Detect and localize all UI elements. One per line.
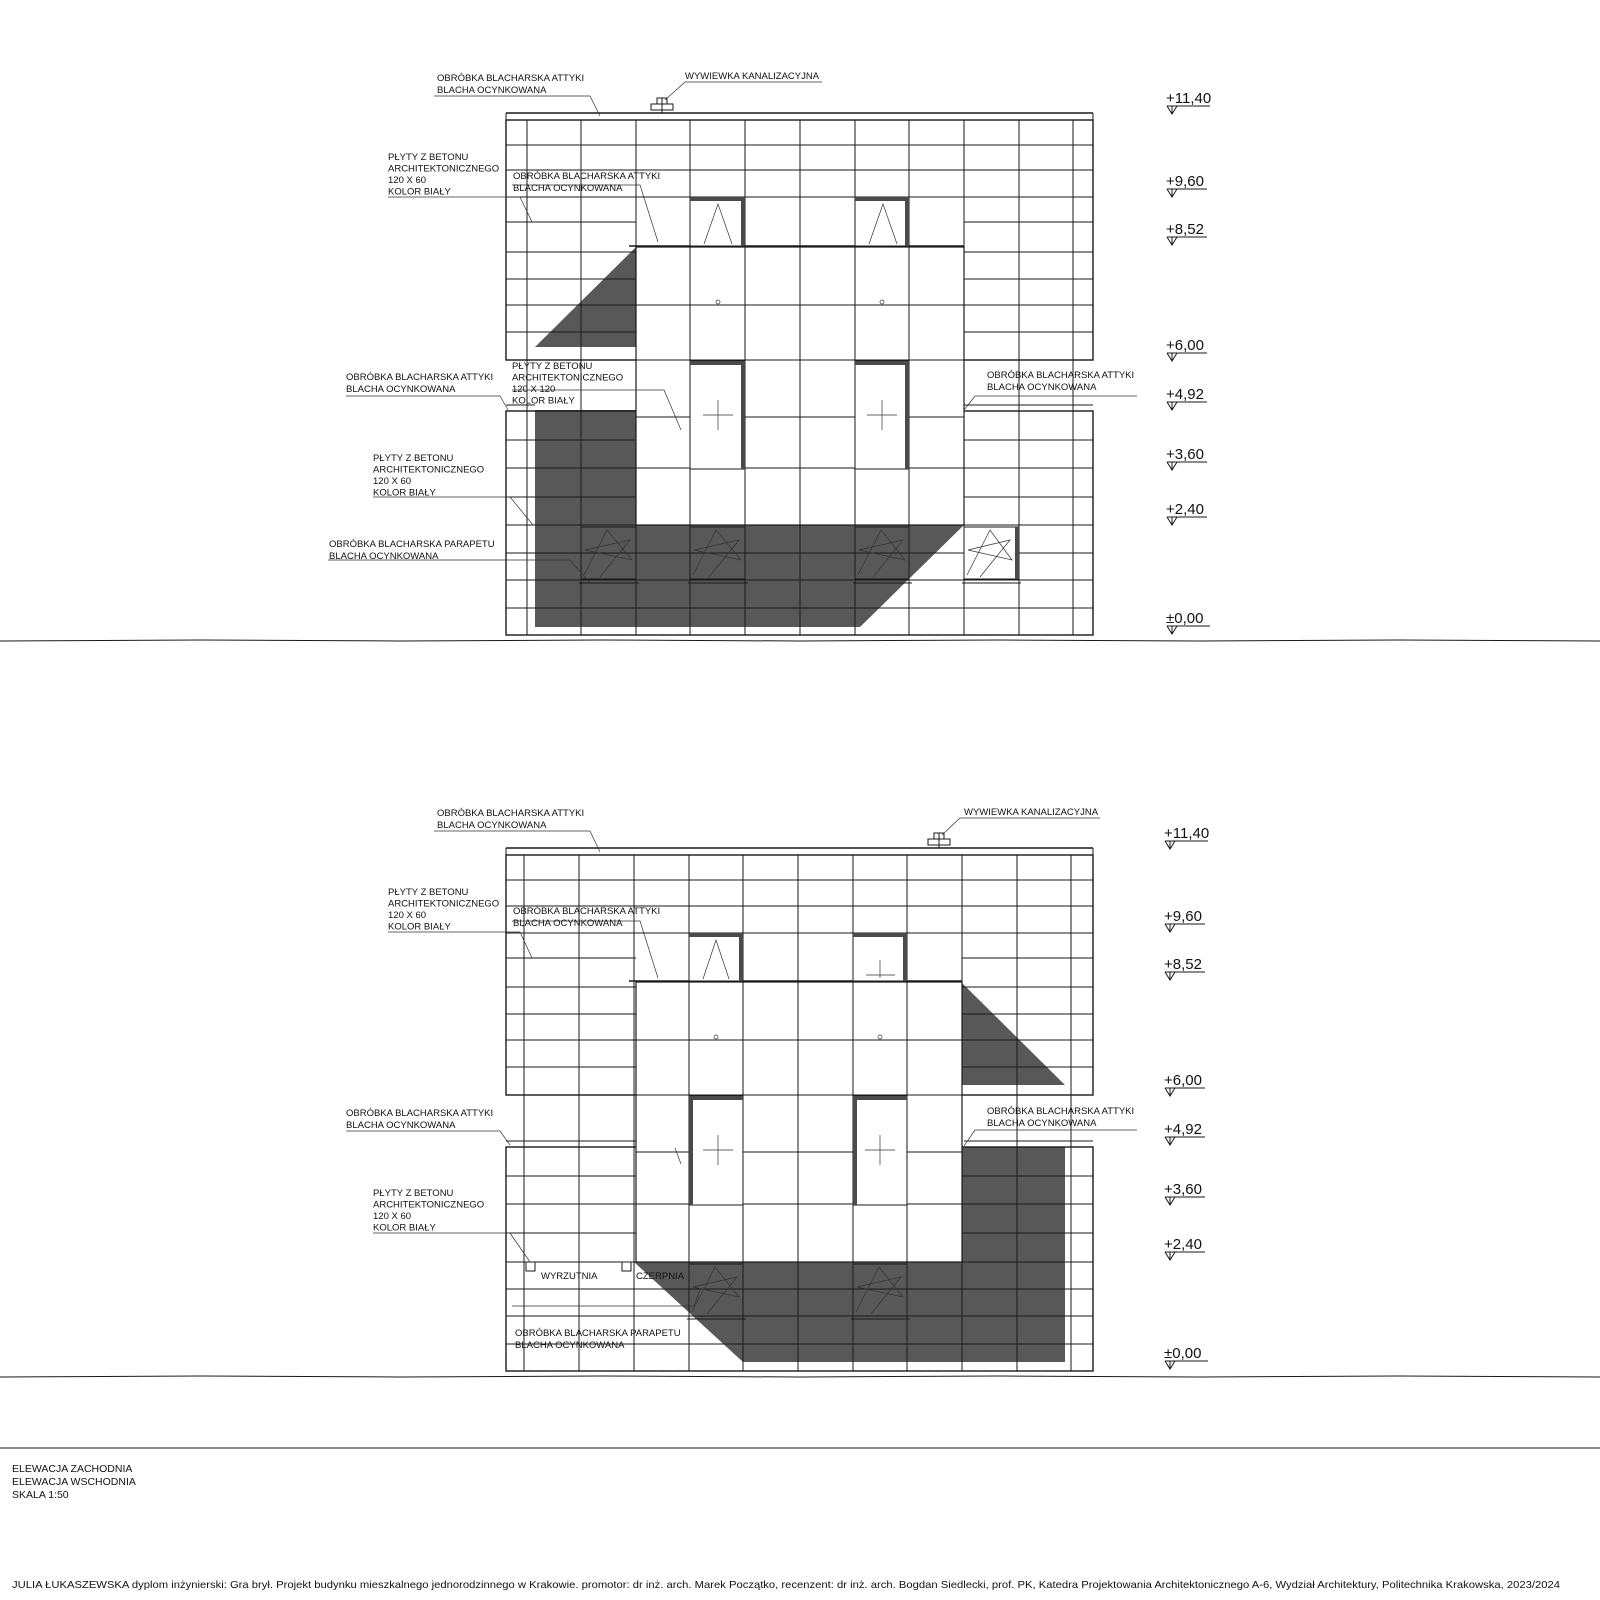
exhaust-grille — [526, 1262, 535, 1271]
ground-line — [0, 640, 1600, 641]
vent-pipe — [651, 98, 673, 113]
level-label: +2,40 — [1164, 1236, 1202, 1253]
note-intake: CZERPNIA — [636, 1271, 685, 1282]
note-sill: OBRÓBKA BLACHARSKA PARAPETU BLACHA OCYNKOWANA — [329, 539, 495, 562]
level-label: +3,60 — [1164, 1181, 1202, 1198]
note-vent: WYWIEWKA KANALIZACYJNA — [964, 807, 1099, 818]
level-label: +8,52 — [1164, 956, 1202, 973]
note-attic-left: OBRÓBKA BLACHARSKA ATTYKI BLACHA OCYNKOWANA — [346, 372, 494, 395]
credits-line: JULIA ŁUKASZEWSKA dyplom inżynierski: Gra brył. Projekt budynku mieszkalnego jednorodzinnego w Krakowie. promotor: dr inż. arch. Marek Początko, recenzent: dr inż. arch. Bogdan Siedlecki, prof. PK, Katedra Projektowania Architektonicznego A-6, Wydział Architektury, Politechnika Krakowska, 2023/2024 — [12, 1579, 1561, 1591]
drawing-title: ELEWACJA ZACHODNIA ELEWACJA WSCHODNIA SKALA 1:50 — [12, 1463, 136, 1501]
note-attic-top: OBRÓBKA BLACHARSKA ATTYKI BLACHA OCYNKOWANA — [437, 73, 585, 96]
level-label: +6,00 — [1166, 337, 1204, 354]
note-sill: OBRÓBKA BLACHARSKA PARAPETU BLACHA OCYNKOWANA — [515, 1328, 681, 1351]
note-attic-right: OBRÓBKA BLACHARSKA ATTYKI BLACHA OCYNKOWANA — [987, 1106, 1135, 1129]
note-panels-b: PŁYTY Z BETONU ARCHITEKTONICZNEGO 120 X 120 KOLOR BIAŁY — [512, 361, 624, 407]
level-label: +9,60 — [1166, 173, 1204, 190]
note-attic-mid: OBRÓBKA BLACHARSKA ATTYKI BLACHA OCYNKOWANA — [513, 171, 661, 194]
ground-line — [0, 1376, 1600, 1377]
level-label: +11,40 — [1164, 825, 1210, 842]
elevation-east — [0, 807, 1600, 1377]
note-attic-top: OBRÓBKA BLACHARSKA ATTYKI BLACHA OCYNKOWANA — [437, 808, 585, 831]
note-attic-left: OBRÓBKA BLACHARSKA ATTYKI BLACHA OCYNKOWANA — [346, 1108, 494, 1131]
shadow-upper-right — [962, 983, 1065, 1085]
note-panels-c: PŁYTY Z BETONU ARCHITEKTONICZNEGO 120 X 60 KOLOR BIAŁY — [373, 1188, 485, 1234]
level-label: +6,00 — [1164, 1072, 1202, 1089]
note-attic-right: OBRÓBKA BLACHARSKA ATTYKI BLACHA OCYNKOWANA — [987, 370, 1135, 393]
note-panels-c: PŁYTY Z BETONU ARCHITEKTONICZNEGO 120 X 60 KOLOR BIAŁY — [373, 453, 485, 499]
intake-grille — [622, 1262, 631, 1271]
level-label: +3,60 — [1166, 446, 1204, 463]
level-label: +2,40 — [1166, 501, 1204, 518]
level-label: ±0,00 — [1166, 610, 1204, 627]
level-label: +4,92 — [1164, 1121, 1202, 1138]
note-exhaust: WYRZUTNIA — [541, 1271, 598, 1282]
vent-pipe — [928, 833, 950, 848]
level-label: +8,52 — [1166, 221, 1204, 238]
window-upper-1 — [690, 197, 745, 246]
note-attic-mid: OBRÓBKA BLACHARSKA ATTYKI BLACHA OCYNKOWANA — [513, 906, 661, 929]
note-panels-a: PŁYTY Z BETONU ARCHITEKTONICZNEGO 120 X 60 KOLOR BIAŁY — [388, 152, 500, 198]
level-label: +9,60 — [1164, 908, 1202, 925]
elevation-west — [0, 71, 1600, 641]
level-label: +11,40 — [1166, 90, 1212, 107]
window-upper-2 — [855, 197, 909, 246]
level-label: ±0,00 — [1164, 1345, 1202, 1362]
window-mid-1 — [689, 1096, 743, 1205]
level-label: +4,92 — [1166, 386, 1204, 403]
central-block — [636, 982, 962, 1262]
note-vent: WYWIEWKA KANALIZACYJNA — [685, 71, 820, 82]
note-panels-a: PŁYTY Z BETONU ARCHITEKTONICZNEGO 120 X 60 KOLOR BIAŁY — [388, 887, 500, 933]
